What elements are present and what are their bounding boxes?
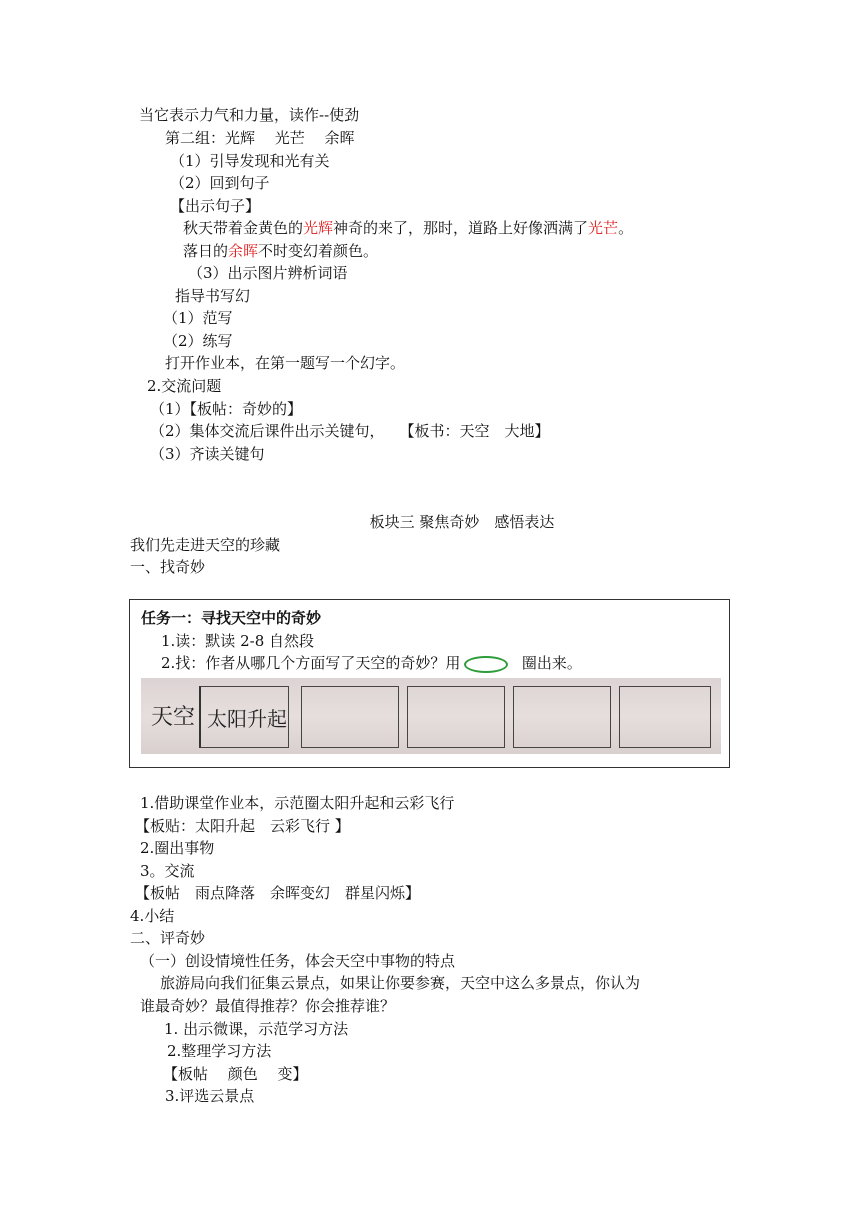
oval-icon — [464, 656, 508, 673]
photo-cell-filled: 太阳升起 — [199, 686, 289, 748]
intro-text: 我们先走进天空的珍藏 — [130, 536, 281, 554]
task-step-text: 2.找：作者从哪几个方面写了天空的奇妙？用 — [161, 654, 461, 672]
text-line: 2.整理学习方法 — [167, 1042, 272, 1060]
text-line: 2.交流问题 — [147, 377, 222, 395]
part1-heading: 一、找奇妙 — [130, 558, 206, 576]
text-line: （2）集体交流后课件出示关键句， 【板书：天空 大地】 — [150, 422, 550, 440]
text-line: 谁最奇妙？最值得推荐？你会推荐谁？ — [140, 997, 396, 1015]
text-line: 1.借助课堂作业本，示范圈太阳升起和云彩飞行 — [140, 794, 455, 812]
task-step-read: 1.读：默读 2-8 自然段 — [161, 632, 315, 650]
photo-cell-empty — [407, 686, 505, 748]
example-sentence-1 — [183, 217, 633, 239]
highlight-word: 光芒 — [588, 219, 619, 237]
task-title: 任务一：寻找天空中的奇妙 — [141, 609, 322, 627]
text-line: （3）出示图片辨析词语 — [188, 264, 348, 282]
sentence-part: 落日的 — [183, 242, 229, 260]
photo-label: 天空 — [151, 705, 196, 730]
text-line: （3）齐读关键句 — [150, 445, 265, 463]
text-line: 【出示句子】 — [170, 197, 261, 215]
text-line: 2.圈出事物 — [140, 839, 215, 857]
worksheet-photo — [141, 678, 721, 754]
sentence-part: 。 — [618, 219, 634, 237]
example-sentence-2 — [183, 240, 378, 262]
text-line: （2）练写 — [163, 332, 233, 350]
sentence-part: 秋天带着金黄色的 — [183, 219, 304, 237]
task-step-text: 圈出来。 — [521, 654, 582, 672]
text-line: 3。交流 — [140, 862, 195, 880]
task-box — [129, 599, 730, 768]
text-line: 二、评奇妙 — [130, 929, 206, 947]
text-line: 【板帖 颜色 变】 — [163, 1065, 308, 1083]
text-line: 打开作业本，在第一题写一个幻字。 — [165, 354, 406, 372]
text-line: 【板贴：太阳升起 云彩飞行 】 — [135, 817, 350, 835]
text-line: （一）创设情境性任务，体会天空中事物的特点 — [140, 952, 456, 970]
text-line: （1）【板帖：奇妙的】 — [150, 400, 303, 418]
task-step-find — [161, 652, 582, 674]
text-line: 4.小结 — [130, 907, 175, 925]
text-line: （1）范写 — [163, 309, 233, 327]
text-line: 3.评选云景点 — [165, 1087, 255, 1105]
text-line: 【板帖 雨点降落 余晖变幻 群星闪烁】 — [135, 884, 421, 902]
photo-cell-empty — [513, 686, 611, 748]
highlight-word: 光辉 — [303, 219, 334, 237]
sentence-part: 神奇的来了，那时，道路上好像洒满了 — [333, 219, 589, 237]
sentence-part: 不时变幻着颜色。 — [258, 242, 379, 260]
photo-cell-empty — [619, 686, 711, 748]
text-line: 当它表示力气和力量，读作--使劲 — [139, 106, 360, 124]
text-line: 旅游局向我们征集云景点，如果让你要参赛，天空中这么多景点，你认为 — [160, 974, 641, 992]
photo-cell-empty — [301, 686, 399, 748]
section-heading: 板块三 聚焦奇妙 感悟表达 — [369, 513, 555, 531]
text-line: 第二组：光辉 光芒 余晖 — [165, 129, 355, 147]
text-line: 1. 出示微课，示范学习方法 — [164, 1020, 349, 1038]
text-line: 指导书写幻 — [175, 287, 251, 305]
text-line: （2）回到句子 — [170, 174, 270, 192]
text-line: （1）引导发现和光有关 — [170, 152, 330, 170]
highlight-word: 余晖 — [228, 242, 259, 260]
